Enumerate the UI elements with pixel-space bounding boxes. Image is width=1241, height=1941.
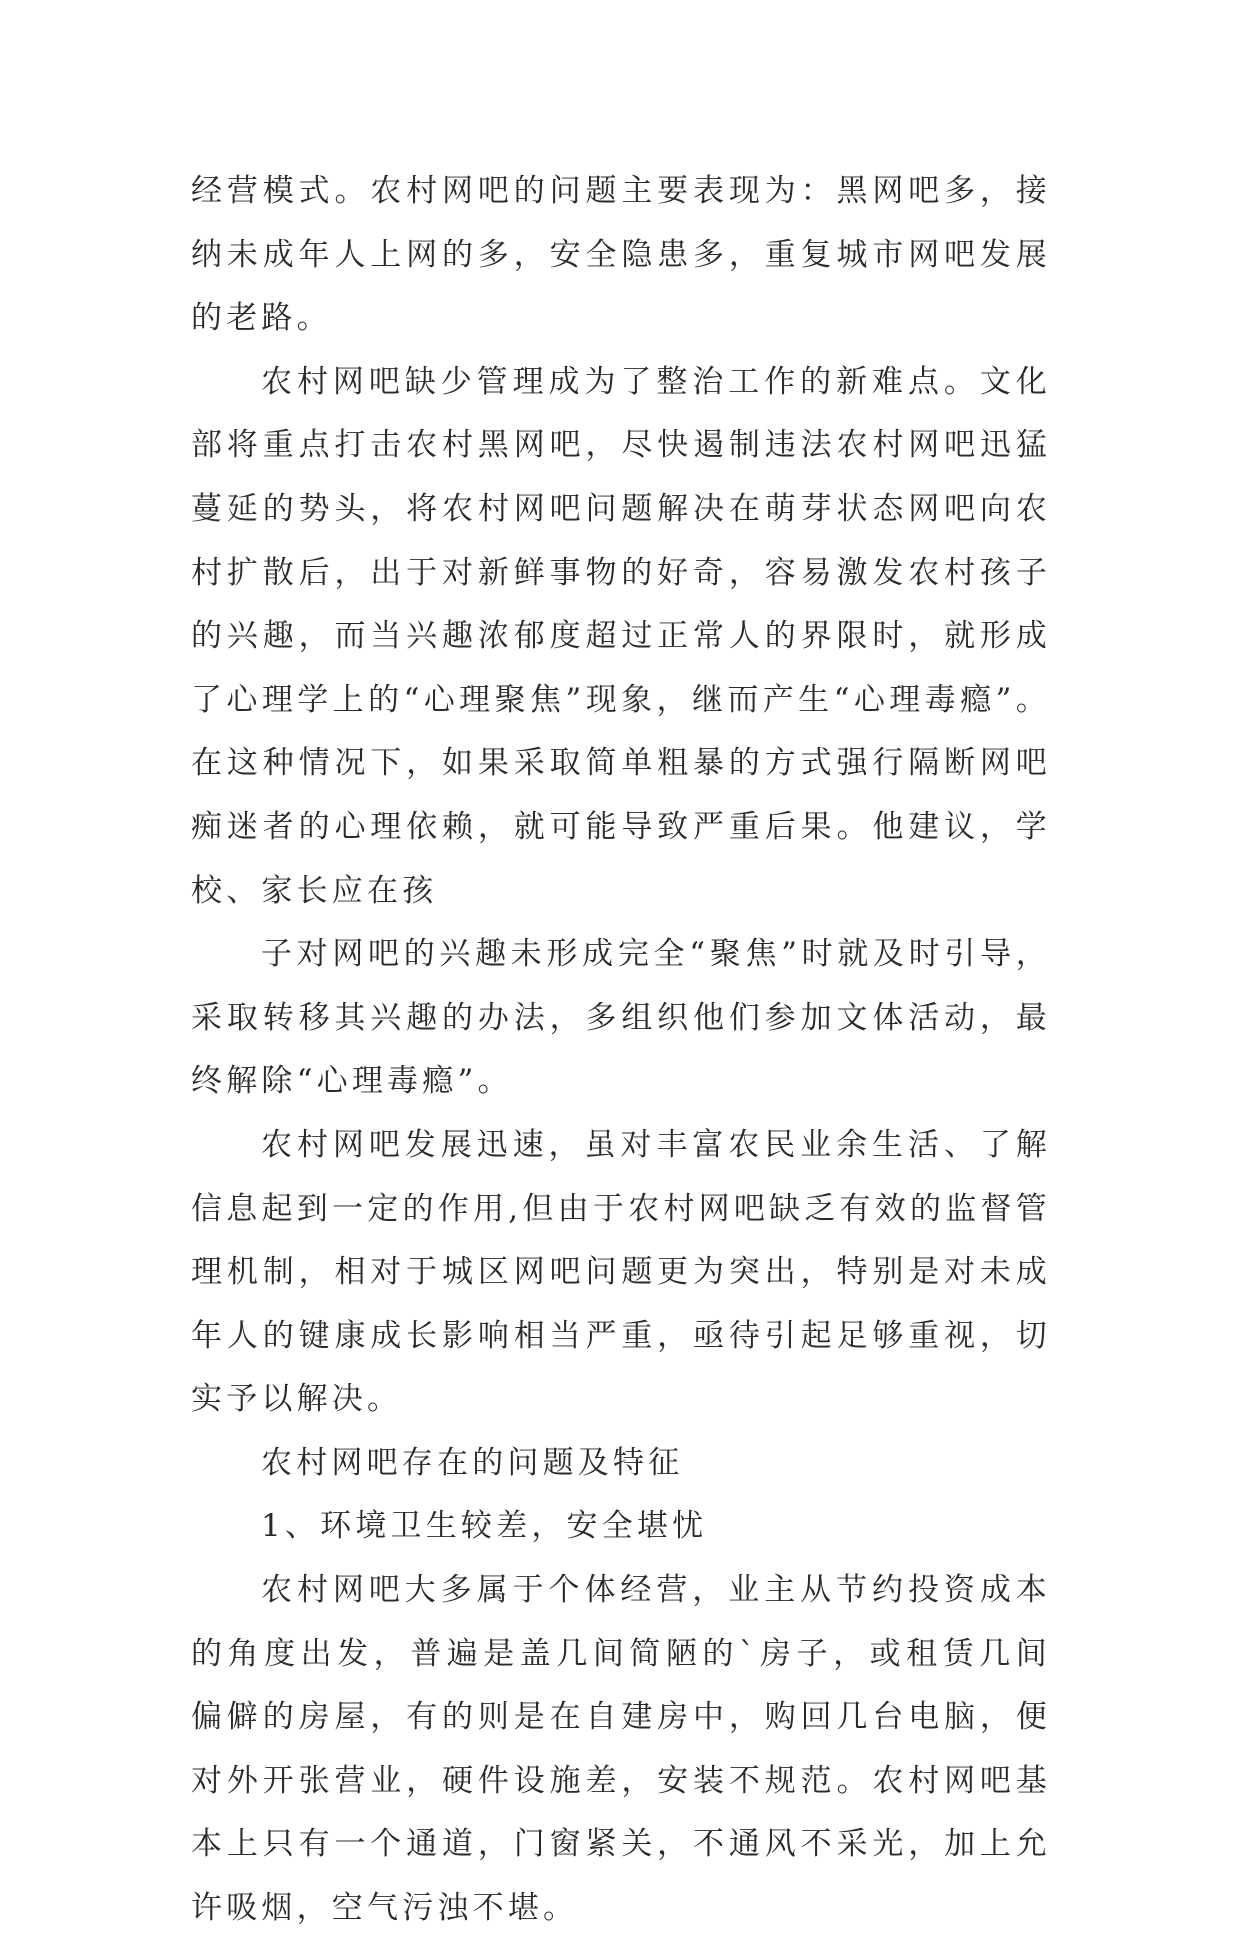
document-body (191, 160, 1051, 1941)
paragraph-4: 农村网吧发展迅速，虽对丰富农民业余生活、了解信息起到一定的作用,但由于农村网吧缺乏有效的监督管理机制，相对于城区网吧问题更为突出，特别是对未成年人的键康成长影响相当严重，亟待引起足够重视，切实予以解决。 (191, 1126, 1051, 1418)
paragraph-5: 农村网吧大多属于个体经营，业主从节约投资成本的角度出发，普遍是盖几间简陋的`房子，或租赁几间偏僻的房屋，有的则是在自建房中，购回几台电脑，便对外开张营业，硬件设施差，安装不规范。农村网吧基本上只有一个通道，门窗紧关，不通风不采光，加上允许吸烟，空气污浊不堪。 (191, 1572, 1051, 1927)
paragraph-1: 经营模式。农村网吧的问题主要表现为：黑网吧多，接纳未成年人上网的多，安全隐患多，重复城市网吧发展的老路。 (191, 173, 1051, 337)
section-heading: 农村网吧存在的问题及特征 (261, 1444, 684, 1481)
paragraph-2: 农村网吧缺少管理成为了整治工作的新难点。文化部将重点打击农村黑网吧，尽快遏制违法农村网吧迅猛蔓延的势头，将农村网吧问题解决在萌芽状态网吧向农村扩散后，出于对新鲜事物的好奇，容易激发农村孩子的兴趣，而当兴趣浓郁度超过正常人的界限时，就形成了心理学上的“心理聚焦”现象，继而产生“心理毒瘾”。在这种情况下，如果采取简单粗暴的方式强行隔断网吧痴迷者的心理依赖，就可能导致严重后果。他建议，学校、家长应在孩 (191, 363, 1051, 909)
paragraph-3: 子对网吧的兴趣未形成完全“聚焦”时就及时引导，采取转移其兴趣的办法，多组织他们参加文体活动，最终解除“心理毒瘾”。 (191, 936, 1051, 1100)
subsection-heading-1: 1、环境卫生较差，安全堪忧 (261, 1508, 708, 1545)
